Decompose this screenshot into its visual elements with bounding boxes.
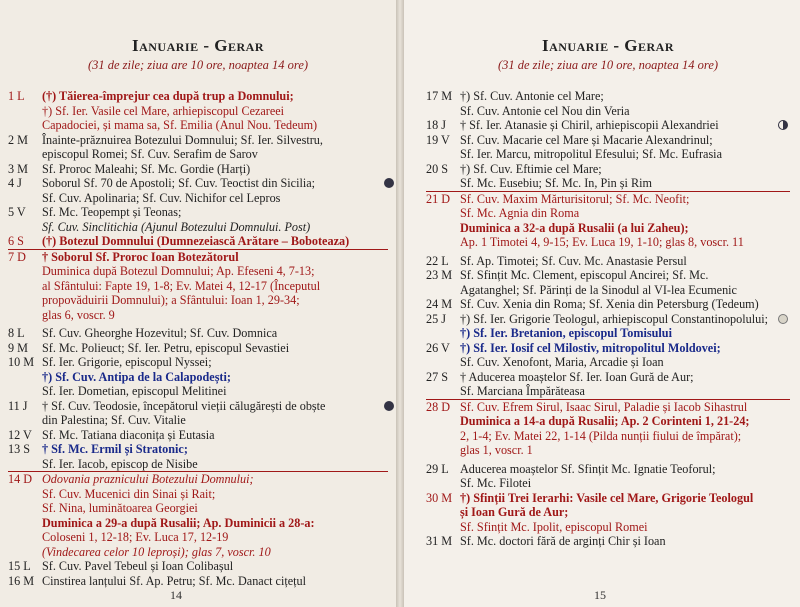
- entry-line: †) Sf. Ier. Vasile cel Mare, arhiepiscopul Cezareei: [42, 103, 285, 118]
- entry-line: Sf. Mc. Agnia din Roma: [460, 206, 580, 220]
- entry-text: [460, 462, 790, 491]
- entry-line: Cinstirea lanțului Sf. Ap. Petru; Sf. Mc. Danact cițețul: [42, 573, 307, 588]
- entry-line: Sf. Cuv. Apolinaria; Sf. Cuv. Nichifor cel Lepros: [42, 190, 281, 205]
- page-subtitle: (31 de zile; ziua are 10 ore, noaptea 14 ore): [497, 58, 719, 72]
- calendar-entry: [8, 89, 388, 133]
- entry-line: Sf. Proroc Maleahi; Sf. Mc. Gordie (Harți): [42, 161, 251, 176]
- calendar-entry: [8, 250, 388, 323]
- entry-line: †) Sfinții Trei Ierarhi: Vasile cel Mare, Grigorie Teologul: [460, 490, 754, 505]
- entry-day: 31 M: [426, 534, 453, 548]
- entry-day: 13 S: [8, 442, 31, 456]
- entry-day: 27 S: [426, 369, 449, 384]
- entry-line: † Soborul Sf. Proroc Ioan Botezătorul: [42, 249, 239, 264]
- entry-line: Soborul Sf. 70 de Apostoli; Sf. Cuv. Teoctist din Sicilia;: [42, 176, 316, 190]
- entry-line: din Palestina; Sf. Cuv. Vitalie: [42, 413, 186, 427]
- entry-day: 15 L: [8, 559, 31, 573]
- entry-text: [460, 89, 790, 118]
- calendar-entry: [426, 400, 790, 458]
- entry-text: [460, 133, 790, 162]
- calendar-entry: [426, 312, 790, 341]
- entry-line: (†) Botezul Domnului (Dumnezeiască Arătare – Boboteaza): [42, 234, 350, 248]
- calendar-entry: [8, 234, 388, 250]
- entry-line: Sf. Cuv. Gheorghe Hozevitul; Sf. Cuv. Domnica: [42, 326, 278, 340]
- entry-day: 17 M: [426, 89, 453, 103]
- entry-line: Sf. Cuv. Efrem Sirul, Isaac Sirul, Paladie și Iacob Sihastrul: [460, 399, 748, 414]
- entry-day: 9 M: [8, 340, 28, 355]
- entry-day: 19 V: [426, 132, 450, 147]
- entry-line: Sf. Cuv. Xenofont, Maria, Arcadie și Ioan: [460, 355, 664, 369]
- calendar-entry: [426, 89, 790, 118]
- entry-line: Sf. Ier. Dometian, episcopul Melitinei: [42, 384, 227, 398]
- entry-text: [42, 176, 388, 205]
- entry-line: †) Sf. Ier. Grigorie Teologul, arhiepiscopul Constantinopolului;: [460, 311, 768, 326]
- entry-line: Odovania praznicului Botezului Domnului;: [42, 472, 254, 486]
- calendar-entry: [426, 462, 790, 491]
- calendar-entry: [426, 254, 790, 269]
- entry-line: †) Sf. Cuv. Antipa de la Calapodești;: [42, 369, 231, 384]
- entry-day: 16 M: [8, 573, 35, 588]
- moon-phase-icon: [384, 401, 394, 411]
- entry-text: [42, 399, 388, 428]
- entry-line: Sf. Ier. Marcu, mitropolitul Efesului; Sf. Mc. Eufrasia: [460, 147, 722, 161]
- entry-line: † Sf. Cuv. Teodosie, începătorul vieții călugărești de obște: [42, 398, 326, 413]
- entry-line: †) Sf. Cuv. Eftimie cel Mare;: [460, 161, 602, 176]
- calendar-entry: [426, 192, 790, 250]
- entry-text: [460, 162, 790, 191]
- entry-day: 7 D: [8, 249, 26, 264]
- entry-day: 4 J: [8, 176, 22, 190]
- entry-day: 10 M: [8, 355, 35, 369]
- entry-text: [460, 400, 790, 458]
- calendar-entry: [8, 355, 388, 399]
- calendar-entry: [8, 574, 388, 589]
- entry-line: Sf. Sfințit Mc. Ipolit, episcopul Romei: [460, 519, 648, 534]
- calendar-entry: [8, 326, 388, 341]
- calendar-entry: [426, 491, 790, 535]
- entry-line: Sf. Cuv. Mucenici din Sinai și Rait;: [42, 486, 216, 501]
- entry-line: Duminica după Botezul Domnului; Ap. Efeseni 4, 7-13;: [42, 264, 315, 278]
- entry-day: 28 D: [426, 399, 451, 414]
- calendar-entry: [8, 442, 388, 472]
- entry-day: 3 M: [8, 161, 28, 176]
- entry-line: Sf. Nina, luminătoarea Georgiei: [42, 501, 198, 515]
- left-page: [0, 0, 396, 607]
- entry-day: 18 J: [426, 118, 446, 132]
- entry-day: 22 L: [426, 253, 449, 268]
- entry-line: 2, 1-4; Ev. Matei 22, 1-14 (Pilda nunții fiului de împărat);: [460, 428, 742, 443]
- entry-line: Sf. Mc. Tatiana diaconița și Eutasia: [42, 427, 215, 442]
- moon-phase-icon: [384, 178, 394, 188]
- right-page: [404, 0, 800, 607]
- calendar-entry: [426, 133, 790, 162]
- entry-line: Duminica a 29-a după Rusalii; Ap. Duminicii a 28-a:: [42, 515, 315, 530]
- calendar-entry: [8, 162, 388, 177]
- calendar-entry: [426, 268, 790, 297]
- entry-day: 20 S: [426, 161, 449, 176]
- entry-text: [42, 442, 388, 471]
- entry-day: 8 L: [8, 326, 25, 340]
- entry-line: al Sfântului: Fapte 19, 1-8; Ev. Matei 4, 12-17 (Începutul: [42, 278, 321, 293]
- entry-line: Înainte-prăznuirea Botezului Domnului; Sf. Ier. Silvestru,: [42, 132, 323, 147]
- entry-line: †) Sf. Cuv. Antonie cel Mare;: [460, 89, 604, 103]
- entry-line: Duminica a 14-a după Rusalii; Ap. 2 Corinteni 1, 21-24;: [460, 414, 750, 428]
- entry-line: Capadociei, și mama sa, Sf. Emilia (Anul Nou. Tedeum): [42, 118, 318, 132]
- page-title: Ianuarie - Gerar: [541, 36, 674, 55]
- entry-line: Coloseni 1, 12-18; Ev. Luca 17, 12-19: [42, 530, 229, 544]
- entry-text: [42, 355, 388, 399]
- entry-line: Duminica a 32-a după Rusalii (a lui Zaheu);: [460, 220, 689, 235]
- entry-day: 30 M: [426, 490, 453, 505]
- entry-line: Ap. 1 Timotei 4, 9-15; Ev. Luca 19, 1-10; glas 8, voscr. 11: [460, 235, 744, 249]
- entry-day: 6 S: [8, 234, 24, 248]
- entry-line: † Sf. Mc. Ermil și Stratonic;: [42, 442, 188, 456]
- entry-line: Agatanghel; Sf. Părinți de la Sinodul al VI-lea Ecumenic: [460, 282, 737, 297]
- entry-day: 2 M: [8, 132, 28, 147]
- entry-text: [42, 250, 388, 323]
- entry-text: [460, 312, 790, 341]
- page-title: Ianuarie - Gerar: [131, 36, 264, 55]
- moon-phase-icon: [778, 120, 788, 130]
- entry-line: propovăduirii Domnului); a Sfântului: Ioan 1, 29-34;: [42, 293, 300, 307]
- entry-line: Sf. Cuv. Maxim Mărturisitorul; Sf. Mc. Neofit;: [460, 191, 690, 206]
- entry-day: 14 D: [8, 472, 33, 486]
- calendar-entry: [8, 559, 388, 574]
- entry-text: [460, 268, 790, 297]
- entry-line: Sf. Mc. Filotei: [460, 476, 532, 490]
- entry-line: Sf. Ier. Iacob, episcop de Nisibe: [42, 456, 198, 471]
- entry-text: [42, 205, 388, 234]
- entry-text: [42, 89, 388, 133]
- entry-line: Sf. Cuv. Xenia din Roma; Sf. Xenia din Petersburg (Tedeum): [460, 297, 759, 311]
- entry-line: și Ioan Gură de Aur;: [460, 505, 569, 519]
- entry-day: 24 M: [426, 297, 453, 311]
- page-number: 14: [170, 588, 182, 602]
- page-number: 15: [594, 588, 606, 602]
- entry-text: [42, 472, 388, 559]
- calendar-entry: [8, 399, 388, 428]
- entry-line: Sf. Mc. Eusebiu; Sf. Mc. In, Pin și Rim: [460, 176, 652, 190]
- entry-day: 12 V: [8, 427, 32, 442]
- entry-line: Sf. Ier. Grigorie, episcopul Nyssei;: [42, 355, 212, 369]
- entry-text: [42, 162, 388, 177]
- entry-line: Sf. Mc. Polieuct; Sf. Ier. Petru, episcopul Sevastiei: [42, 340, 290, 355]
- entry-day: 25 J: [426, 311, 446, 326]
- entry-line: Sf. Cuv. Pavel Tebeul și Ioan Colibașul: [42, 559, 234, 573]
- entry-day: 29 L: [426, 461, 449, 476]
- entry-line: (†) Tăierea-împrejur cea după trup a Domnului;: [42, 89, 294, 103]
- entry-text: [42, 133, 388, 162]
- calendar-entry: [426, 118, 790, 133]
- entry-text: [460, 491, 790, 535]
- calendar-entry: [426, 534, 790, 549]
- entry-line: † Aducerea moaștelor Sf. Ier. Ioan Gură de Aur;: [460, 369, 694, 384]
- moon-phase-icon: [778, 314, 788, 324]
- calendar-entry: [8, 176, 388, 205]
- entry-day: 26 V: [426, 340, 450, 355]
- calendar-entry: [8, 341, 388, 356]
- entry-day: 11 J: [8, 398, 28, 413]
- book-gutter: [396, 0, 404, 607]
- calendar-entry: [8, 133, 388, 162]
- entry-line: glas 6, voscr. 9: [42, 307, 115, 322]
- entry-text: [460, 341, 790, 370]
- entry-line: Sf. Cuv. Sinclitichia (Ajunul Botezului Domnului. Post): [42, 219, 311, 234]
- calendar-entry: [426, 370, 790, 400]
- entry-day: 21 D: [426, 191, 451, 206]
- calendar-entry: [426, 162, 790, 192]
- entry-line: Sf. Cuv. Antonie cel Nou din Veria: [460, 103, 630, 118]
- entry-line: Sf. Sfințit Mc. Clement, episcopul Ancirei; Sf. Mc.: [460, 268, 709, 282]
- entry-line: Sf. Mc. doctori fără de arginți Chir și Ioan: [460, 534, 666, 548]
- page-subtitle: (31 de zile; ziua are 10 ore, noaptea 14 ore): [87, 58, 309, 72]
- entry-line: Sf. Marciana Împărăteasa: [460, 384, 585, 398]
- entry-line: glas 1, voscr. 1: [460, 443, 533, 457]
- entry-text: [460, 192, 790, 250]
- entry-line: Sf. Mc. Teopempt și Teonas;: [42, 205, 182, 219]
- entry-line: episcopul Romei; Sf. Cuv. Serafim de Sarov: [42, 147, 258, 161]
- entry-line: †) Sf. Ier. Iosif cel Milostiv, mitropolitul Moldovei;: [460, 340, 721, 355]
- calendar-entry: [8, 428, 388, 443]
- entry-line: Aducerea moaștelor Sf. Sfințit Mc. Ignatie Teoforul;: [460, 461, 716, 476]
- calendar-entry: [8, 472, 388, 559]
- entry-line: Sf. Cuv. Macarie cel Mare și Macarie Alexandrinul;: [460, 132, 713, 147]
- entry-line: (Vindecarea celor 10 leproși); glas 7, voscr. 10: [42, 544, 271, 559]
- entry-line: †) Sf. Ier. Bretanion, episcopul Tomisului: [460, 326, 672, 340]
- calendar-entry: [426, 297, 790, 312]
- calendar-entry: [8, 205, 388, 234]
- calendar-entry: [426, 341, 790, 370]
- entry-text: [460, 370, 790, 399]
- entry-day: 5 V: [8, 205, 26, 219]
- entry-line: Sf. Ap. Timotei; Sf. Cuv. Mc. Anastasie Persul: [460, 253, 687, 268]
- entry-day: 1 L: [8, 89, 25, 103]
- entry-day: 23 M: [426, 268, 453, 282]
- entry-line: † Sf. Ier. Atanasie și Chiril, arhiepiscopii Alexandriei: [460, 118, 719, 132]
